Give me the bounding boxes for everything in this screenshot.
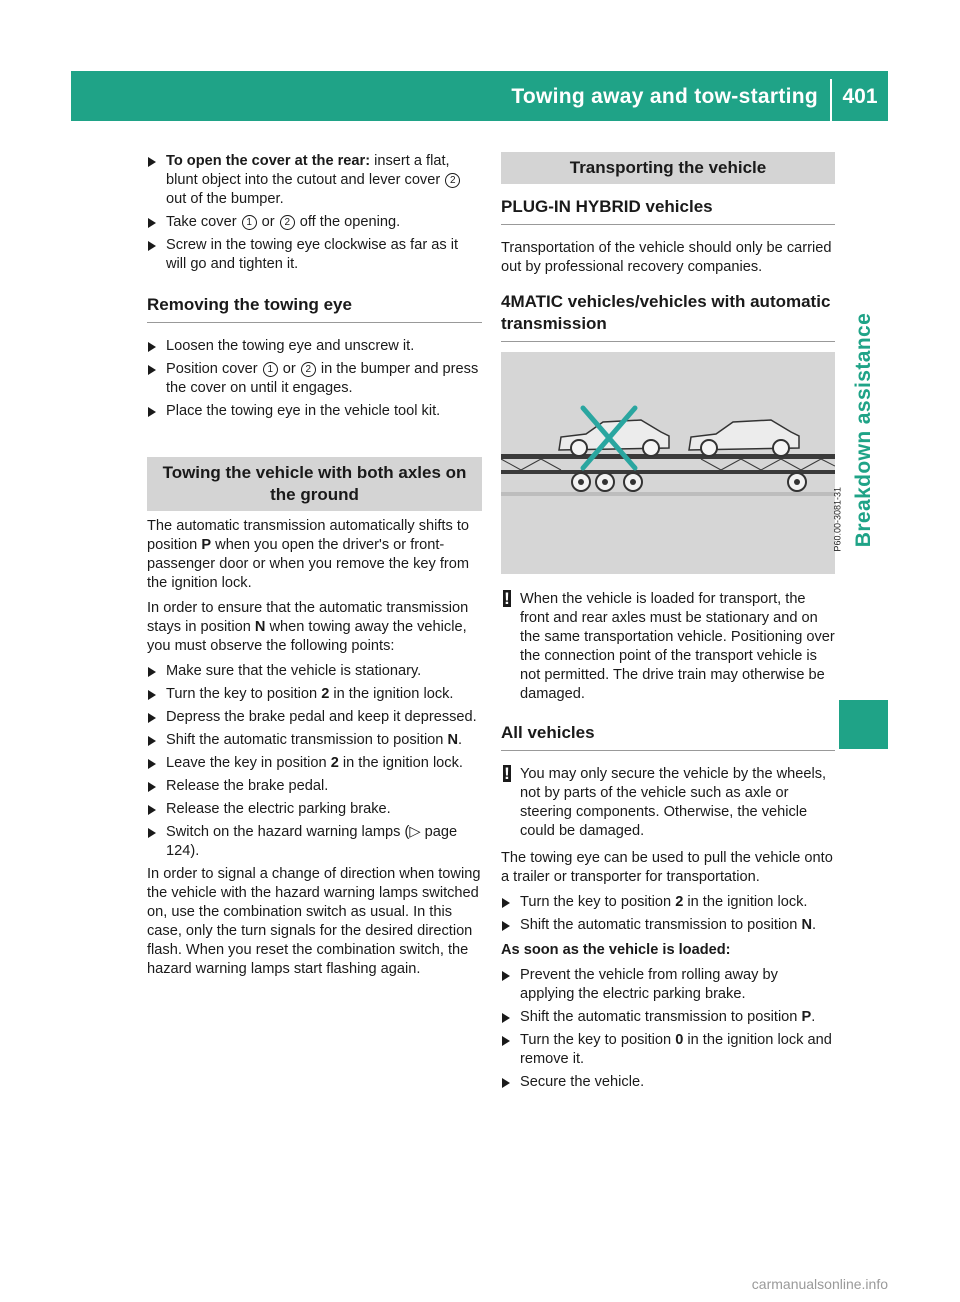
list-item <box>501 1031 835 1069</box>
trailer-rail <box>501 470 835 474</box>
para-text: when you open the driver's or front-passenger door or when you remove the key from the ignition lock. <box>147 537 470 591</box>
arrow-icon <box>148 736 156 746</box>
step-text: Turn the key to position <box>520 894 676 910</box>
list-item <box>147 236 482 274</box>
step-text: Shift the automatic transmission to position <box>166 732 448 748</box>
list-item <box>501 893 835 912</box>
step-text: Turn the key to position <box>166 686 322 702</box>
trailer-truss <box>501 459 835 470</box>
circled-number-icon: 1 <box>263 362 278 377</box>
step-bold: N <box>801 917 813 933</box>
arrow-icon <box>148 218 156 228</box>
arrow-icon <box>148 805 156 815</box>
steps-list <box>147 662 482 861</box>
step-label: To open the cover at the rear: <box>166 153 371 169</box>
arrow-icon <box>148 667 156 677</box>
removing-heading: Removing the towing eye <box>147 294 482 323</box>
list-item <box>147 685 482 704</box>
arrow-icon <box>148 713 156 723</box>
paragraph: The towing eye can be used to pull the vehicle onto a trailer or transporter for transportation. <box>501 850 833 885</box>
para-text: The automatic transmission automatically shifts to position <box>147 518 470 553</box>
arrow-icon <box>148 342 156 352</box>
warning-note <box>501 590 835 704</box>
circled-number-icon: 1 <box>242 215 257 230</box>
step-text: Loosen the towing eye and unscrew it. <box>166 338 415 354</box>
fourmatic-heading: 4MATIC vehicles/vehicles with automatic transmission <box>501 291 835 342</box>
warning-text: When the vehicle is loaded for transport, the front and rear axles must be stationary and on the same transportation vehicle. Positioning over the connection point of the transport vehicle is not permitted. The drive train may otherwise be damaged. <box>520 591 835 702</box>
list-item <box>147 402 482 421</box>
watermark: carmanualsonline.info <box>751 1276 888 1292</box>
para-text: when towing away the vehicle, you must observe the following points: <box>147 619 467 654</box>
arrow-icon <box>502 1078 510 1088</box>
arrow-icon <box>148 690 156 700</box>
side-tab-label: Breakdown assistance <box>851 312 875 548</box>
road-line <box>501 492 835 496</box>
arrow-icon <box>502 1036 510 1046</box>
arrow-icon <box>148 407 156 417</box>
step-text: Take cover <box>166 214 241 230</box>
figure-code: P60.00-3081-31 <box>833 487 843 552</box>
step-text: in the ignition lock. <box>329 686 454 702</box>
step-text: . <box>458 732 463 748</box>
transport-heading: Transporting the vehicle <box>501 152 835 184</box>
step-text: Release the brake pedal. <box>166 778 329 794</box>
arrow-icon <box>148 782 156 792</box>
section-title: Towing away and tow-starting <box>511 85 818 108</box>
list-item <box>147 662 482 681</box>
car-incorrect-position <box>559 420 669 456</box>
list-item <box>147 152 482 209</box>
step-text: . <box>812 917 817 933</box>
list-item <box>147 823 482 861</box>
warning-icon: ! <box>504 589 510 608</box>
paragraph <box>147 517 482 593</box>
step-text: . <box>811 1009 816 1025</box>
circled-number-icon: 2 <box>445 173 460 188</box>
list-item <box>147 800 482 819</box>
arrow-icon <box>148 759 156 769</box>
step-text: in the ignition lock and remove it. <box>520 1032 832 1067</box>
list-item <box>501 1073 835 1092</box>
step-text: Depress the brake pedal and keep it depressed. <box>166 709 477 725</box>
side-tab-marker <box>839 700 888 749</box>
right-column <box>501 152 843 1096</box>
step-bold: 0 <box>675 1032 684 1048</box>
step-text: insert a flat, blunt object into the cutout and lever cover <box>166 153 450 188</box>
paragraph <box>147 599 482 656</box>
step-text: Release the electric parking brake. <box>166 801 391 817</box>
arrow-icon <box>148 157 156 167</box>
list-item <box>147 777 482 796</box>
list-item <box>147 731 482 750</box>
arrow-icon <box>502 1013 510 1023</box>
list-item <box>147 337 482 356</box>
car-correct-position <box>689 420 799 456</box>
step-bold: 2 <box>675 894 684 910</box>
loaded-heading: As soon as the vehicle is loaded: <box>501 942 731 958</box>
arrow-icon <box>148 828 156 838</box>
step-text: or <box>278 361 300 377</box>
arrow-icon <box>148 365 156 375</box>
spacer <box>147 425 482 457</box>
list-item <box>147 360 482 398</box>
paragraph: In order to signal a change of direction when towing the vehicle with the hazard warning lamps switched on, use the combination switch as usual. In this case, only the turn signals for the desired direction flash. When you reset the combination switch, the hazard warning lamps start flashing again. <box>147 866 481 977</box>
circled-number-icon: 2 <box>301 362 316 377</box>
arrow-icon <box>502 921 510 931</box>
step-text: in the bumper and press the cover on until it engages. <box>166 361 479 396</box>
list-item <box>147 708 482 727</box>
step-text: Turn the key to position <box>520 1032 676 1048</box>
step-text: Position cover <box>166 361 262 377</box>
circled-number-icon: 2 <box>280 215 295 230</box>
warning-note <box>501 765 835 841</box>
step-text: out of the bumper. <box>166 191 284 207</box>
list-item <box>501 1008 835 1027</box>
para-bold: P <box>201 537 212 553</box>
transport-svg <box>501 352 835 574</box>
step-bold: 2 <box>330 755 339 771</box>
step-text: Make sure that the vehicle is stationary. <box>166 663 422 679</box>
warning-icon: ! <box>504 764 510 783</box>
step-text: Shift the automatic transmission to position <box>520 917 802 933</box>
header-bar <box>71 71 888 121</box>
step-text: in the ignition lock. <box>683 894 808 910</box>
all-vehicles-heading: All vehicles <box>501 722 835 751</box>
step-text: or <box>257 214 279 230</box>
step-text: in the ignition lock. <box>338 755 463 771</box>
list-item <box>501 916 835 935</box>
paragraph: Transportation of the vehicle should only be carried out by professional recovery companies. <box>501 240 832 275</box>
step-text: Shift the automatic transmission to position <box>520 1009 802 1025</box>
left-column <box>147 152 482 985</box>
arrow-icon <box>502 898 510 908</box>
transport-illustration <box>501 352 843 574</box>
warning-text: You may only secure the vehicle by the wheels, not by parts of the vehicle such as axle or steering components. Otherwise, the vehicle could be damaged. <box>520 766 827 839</box>
plugin-heading: PLUG-IN HYBRID vehicles <box>501 196 835 225</box>
list-item <box>501 966 835 1004</box>
step-bold: P <box>801 1009 812 1025</box>
arrow-icon <box>148 241 156 251</box>
step-bold: 2 <box>321 686 330 702</box>
step-bold: N <box>447 732 459 748</box>
step-text: Secure the vehicle. <box>520 1074 645 1090</box>
para-text: In order to ensure that the automatic transmission stays in position <box>147 600 469 635</box>
list-item <box>147 213 482 232</box>
step-text: off the opening. <box>295 214 401 230</box>
step-text: Place the towing eye in the vehicle tool kit. <box>166 403 441 419</box>
page-number: 401 <box>842 85 878 108</box>
para-bold: N <box>254 619 266 635</box>
both-axles-heading: Towing the vehicle with both axles on the ground <box>147 457 482 511</box>
intro-steps <box>147 152 482 274</box>
step-text: Switch on the hazard warning lamps (▷ page 124). <box>166 824 458 859</box>
list-item <box>147 754 482 773</box>
arrow-icon <box>502 971 510 981</box>
trailer-wheels <box>572 473 806 491</box>
step-text: Leave the key in position <box>166 755 331 771</box>
step-text: Prevent the vehicle from rolling away by applying the electric parking brake. <box>520 967 778 1002</box>
step-text: Screw in the towing eye clockwise as far as it will go and tighten it. <box>166 237 458 272</box>
